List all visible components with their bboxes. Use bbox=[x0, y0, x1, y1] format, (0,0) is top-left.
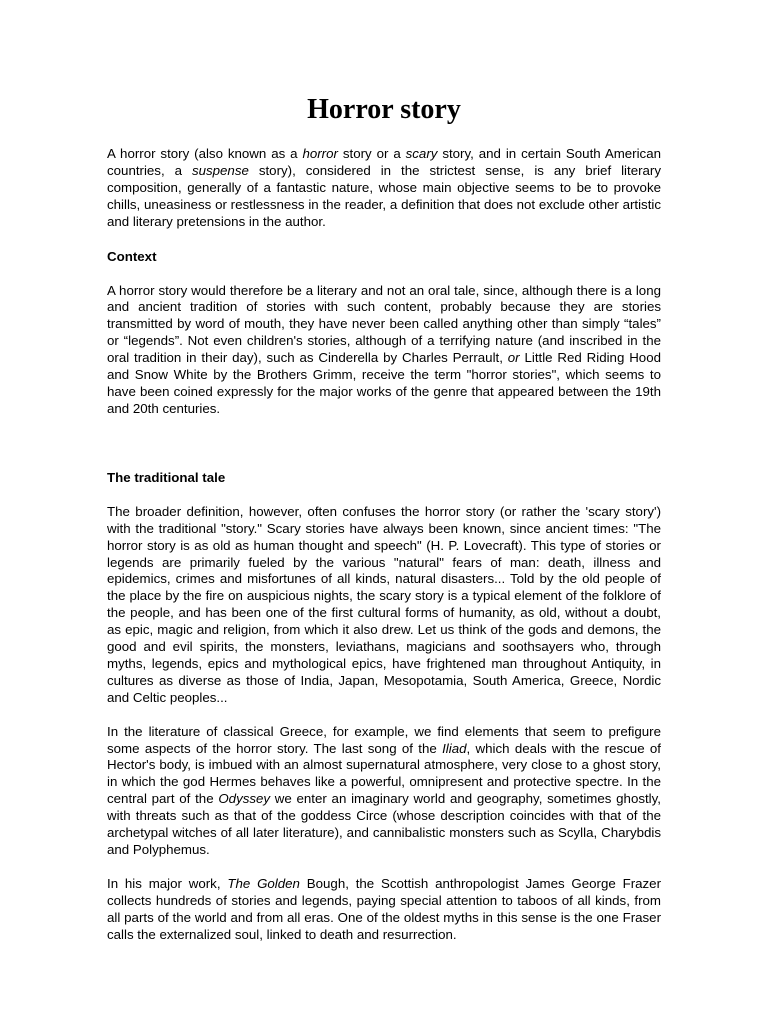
document-title: Horror story bbox=[307, 94, 461, 125]
italic-run: The Golden bbox=[227, 875, 300, 891]
section-heading-traditional-tale: The traditional tale bbox=[107, 469, 226, 485]
text-run: A horror story (also known as a bbox=[107, 146, 303, 161]
section-heading-context: Context bbox=[107, 248, 157, 264]
text-run: In the literature of classical Greece, for example, we find elements that seem to prefigure some aspects of the horror story. The last song of the bbox=[107, 723, 661, 756]
text-run: Little Red Riding Hood and Snow White by the Brothers Grimm, receive the term "horror stories", which seems to have been coined expressly for the major works of the genre that appeared between the 19th and 20th centuries. bbox=[107, 350, 661, 416]
text-run: In his major work, bbox=[107, 875, 228, 891]
italic-run: scary bbox=[405, 146, 438, 161]
italic-run: suspense bbox=[191, 162, 249, 178]
text-run: A horror story would therefore be a literary and not an oral tale, since, although there is a long and ancient tradition of stories with such content, probably because they are stories transmitted by word of mouth, they have never been called anything other than simply “tales” or “legends”. Not even children's stories, although of a terrifying nature (and inscribed in the oral tradition in their day), such as Cinderella by Charles Perrault, bbox=[107, 282, 661, 366]
traditional-tale-paragraph: The broader definition, however, often confuses the horror story (or rather the 'scary story') with the traditional "story." Scary stories have always been known, since ancient times: "The horror story is as old as human thought and speech" (H. P. Lovecraft). This type of stories or legends are primarily fueled by the various "natural" fears of man: death, illness and epidemics, crimes and misfortunes of all kinds, natural disasters... Told by the old people of the place by the fire on auspicious nights, the scary story is a typical element of the folklore of the people, and has been one of the first cultural forms of humanity, as old, without a doubt, as epic, magic and religion, from which it also drew. Let us think of the gods and demons, the good and evil spirits, the monsters, leviathans, magicians and soothsayers who, through myths, legends, epics and mythological epics, have frightened man throughout Antiquity, in cultures as diverse as those of India, Japan, Mesopotamia, South America, Greece, Nordic and Celtic peoples... bbox=[107, 503, 661, 705]
intro-paragraph bbox=[107, 146, 661, 231]
text-run: story or a bbox=[337, 146, 406, 161]
context-paragraph bbox=[107, 283, 661, 418]
italic-run: Iliad bbox=[442, 740, 467, 756]
text-run: story, and in certain South American countries, a bbox=[107, 146, 661, 178]
golden-bough-paragraph bbox=[107, 876, 661, 944]
italic-run: or bbox=[507, 350, 520, 366]
classical-greece-paragraph bbox=[107, 724, 661, 859]
document-page bbox=[107, 92, 661, 944]
text-run: Bough, the Scottish anthropologist James George Frazer collects hundreds of stories and legends, paying special attention to taboos of all kinds, from all parts of the world and from all eras. One of the oldest myths in this sense is the one Fraser calls the externalized soul, linked to death and resurrection. bbox=[107, 875, 661, 942]
italic-run: Odyssey bbox=[218, 791, 271, 807]
text-run: story), considered in the strictest sense, is any brief literary composition, generally of a fantastic nature, whose main objective seems to be to provoke chills, uneasiness or restlessness in the reader, a definition that does not exclude other artistic and literary pretensions in the author. bbox=[107, 162, 661, 229]
text-run: we enter an imaginary world and geography, sometimes ghostly, with threats such as that of the goddess Circe (whose description coincides with that of the archetypal witches of all later literature), and cannibalistic monsters such as Scylla, Charybdis and Polyphemus. bbox=[107, 791, 661, 857]
italic-run: horror bbox=[302, 146, 338, 161]
text-run: , which deals with the rescue of Hector's body, is imbued with an almost supernatural atmosphere, very close to a ghost story, in which the god Hermes behaves like a powerful, omnipresent and protective spectre. In the central part of the bbox=[107, 740, 661, 807]
